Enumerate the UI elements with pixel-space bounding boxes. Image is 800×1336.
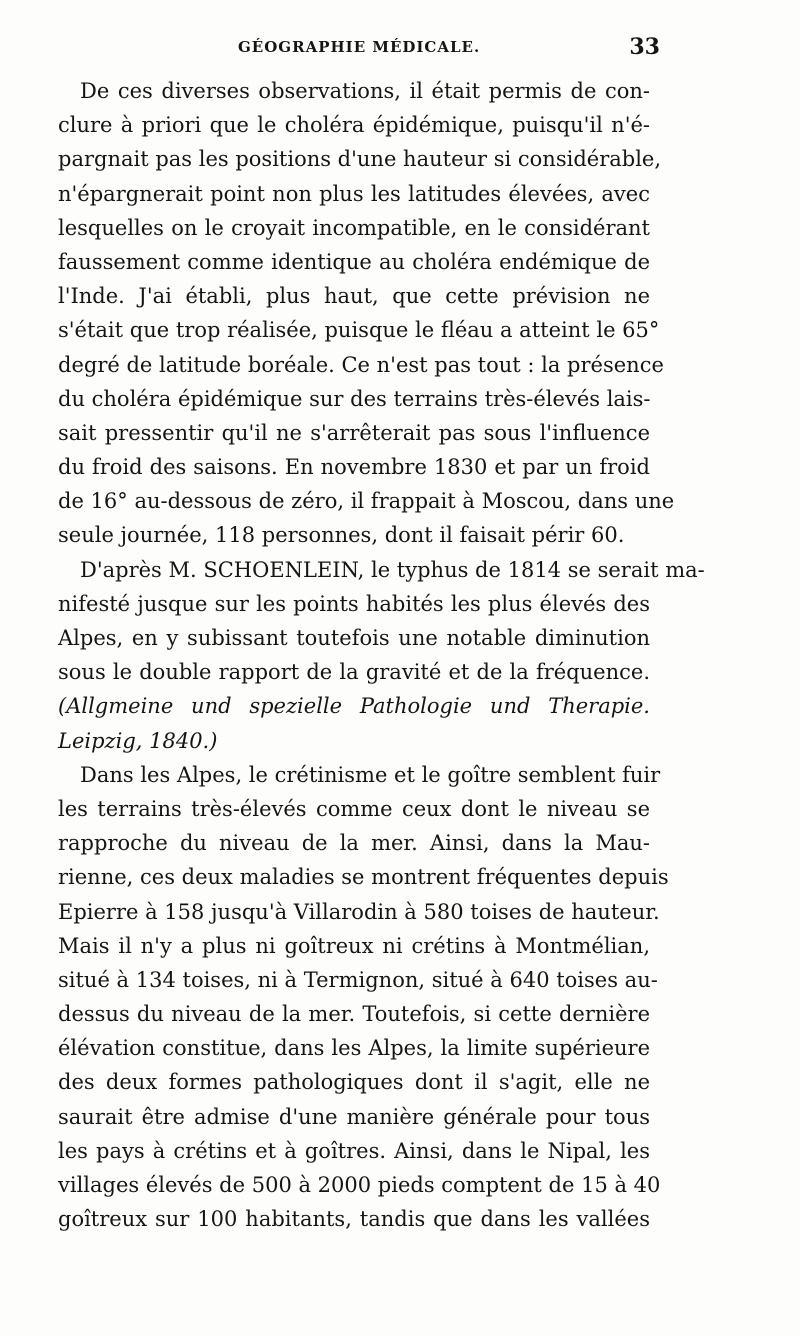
- text-line: pargnait pas les positions d'une hauteur si considérable,: [58, 147, 662, 172]
- text-line: s'était que trop réalisée, puisque le fléau a atteint le 65°: [58, 318, 660, 343]
- text-line: élévation constitue, dans les Alpes, la limite supérieure: [58, 1036, 650, 1061]
- text-line: les terrains très-élevés comme ceux dont le niveau se: [58, 796, 650, 821]
- text-line: degré de latitude boréale. Ce n'est pas tout : la présence: [58, 352, 664, 377]
- page-header: [60, 34, 660, 68]
- text-line: villages élevés de 500 à 2000 pieds comptent de 15 à 40: [58, 1173, 661, 1197]
- text-line: nifesté jusque sur les points habités les plus élevés des: [58, 591, 650, 616]
- running-title: GÉOGRAPHIE MÉDICALE.: [238, 38, 481, 56]
- text-line: situé à 134 toises, ni à Termignon, situé à 640 toises au-: [58, 967, 658, 992]
- text-line: De ces diverses observations, il était permis de con-: [80, 79, 650, 103]
- text-line: rienne, ces deux maladies se montrent fréquentes depuis: [58, 865, 669, 890]
- text-line: du froid des saisons. En novembre 1830 et par un froid: [58, 455, 650, 480]
- page-number: 33: [629, 34, 660, 60]
- text-line: Dans les Alpes, le crétinisme et le goître semblent fuir: [80, 762, 661, 787]
- text-line: l'Inde. J'ai établi, plus haut, que cette prévision ne: [58, 284, 650, 309]
- text-line: du choléra épidémique sur des terrains très-élevés lais-: [58, 386, 651, 411]
- text-line: saurait être admise d'une manière générale pour tous: [58, 1104, 650, 1129]
- text-line: Mais il n'y a plus ni goîtreux ni crétins à Montmélian,: [58, 933, 650, 958]
- text-line: dessus du niveau de la mer. Toutefois, si cette dernière: [58, 1002, 650, 1027]
- text-line: Epierre à 158 jusqu'à Villarodin à 580 toises de hauteur.: [58, 899, 660, 924]
- body-text: [58, 74, 705, 1236]
- text-line: sait pressentir qu'il ne s'arrêterait pas sous l'influence: [58, 420, 650, 445]
- text-line: faussement comme identique au choléra endémique de: [58, 249, 650, 274]
- text-line: de 16° au-dessous de zéro, il frappait à Moscou, dans une: [58, 489, 675, 514]
- text-line: rapproche du niveau de la mer. Ainsi, dans la Mau-: [58, 831, 650, 856]
- citation-line: (Allgmeine und spezielle Pathologie und Therapie.: [58, 694, 650, 719]
- text-line: sous le double rapport de la gravité et de la fréquence.: [58, 660, 650, 685]
- text-line: seule journée, 118 personnes, dont il faisait périr 60.: [58, 523, 625, 548]
- text-line: goîtreux sur 100 habitants, tandis que dans les vallées: [58, 1207, 650, 1232]
- text-line: n'épargnerait point non plus les latitudes élevées, avec: [58, 181, 650, 206]
- text-line: lesquelles on le croyait incompatible, en le considérant: [58, 215, 650, 240]
- text-line: D'après M. SCHOENLEIN, le typhus de 1814 se serait ma-: [80, 557, 705, 582]
- text-line: les pays à crétins et à goîtres. Ainsi, dans le Nipal, les: [58, 1138, 650, 1163]
- text-line: Alpes, en y subissant toutefois une notable diminution: [58, 626, 650, 650]
- text-line: des deux formes pathologiques dont il s'agit, elle ne: [58, 1070, 650, 1095]
- text-line: clure à priori que le choléra épidémique, puisqu'il n'é-: [58, 113, 650, 138]
- citation-line: Leipzig, 1840.): [58, 728, 218, 753]
